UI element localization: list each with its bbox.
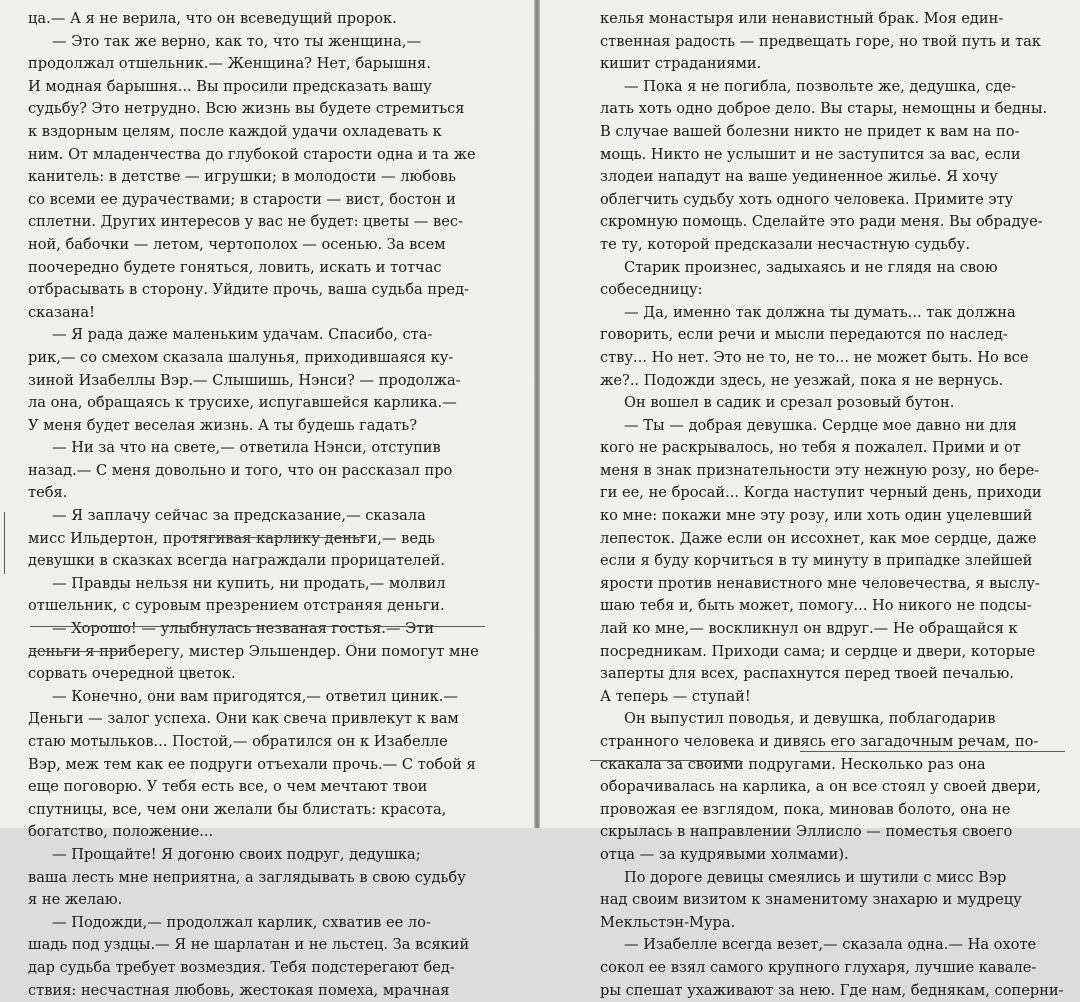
pencil-underline-5 xyxy=(590,760,740,761)
text-line: Вэр, меж тем как ее подруги отъехали прочь.— С тобой я xyxy=(28,755,476,773)
text-line: облегчить судьбу хоть одного человека. Примите эту xyxy=(600,190,1014,208)
text-line: — Подожди,— продолжал карлик, схватив ее ло- xyxy=(52,913,431,931)
text-line: ца.— А я не верила, что он всеведущий пророк. xyxy=(28,10,397,27)
text-line: отбрасывать в сторону. Уйдите прочь, ваша судьба пред- xyxy=(28,281,469,299)
text-line: дар судьба требует возмездия. Тебя подстерегают бед- xyxy=(28,958,455,976)
text-line: — Конечно, они вам пригодятся,— ответил циник.— xyxy=(52,687,458,705)
text-line: еще поговорю. У тебя есть все, о чем мечтают твои xyxy=(28,778,428,796)
pencil-underline-4 xyxy=(800,751,1065,752)
text-line: отшельник, с суровым презрением отстраняя деньги. xyxy=(28,597,445,615)
text-line: сказана! xyxy=(28,303,95,321)
text-line: скакала за своими подругами. Несколько раз она xyxy=(600,755,986,773)
text-line: девушки в сказках всегда награждали прорицателей. xyxy=(28,552,445,570)
text-line: спутницы, все, чем они желали бы блистать: красота, xyxy=(28,800,447,818)
text-line: рик,— со смехом сказала шалунья, приходившаяся ку- xyxy=(28,348,454,366)
text-line: кишит страданиями. xyxy=(600,55,762,73)
text-line: оборачивалась на карлика, а он все стоял у своей двери, xyxy=(600,778,1042,796)
pencil-underline-3 xyxy=(30,651,130,652)
pencil-underline-1 xyxy=(190,537,365,538)
text-line: деньги я приберегу, мистер Эльшендер. Они помогут мне xyxy=(28,642,479,660)
text-line: продолжал отшельник.— Женщина? Нет, барышня. xyxy=(28,55,431,73)
text-line: — Пока я не погибла, позвольте же, дедушка, сде- xyxy=(624,77,1016,95)
text-line: над своим визитом к знаменитому знахарю и мудрецу xyxy=(600,891,1022,909)
text-line: говорить, если речи и мысли передаются по наслед- xyxy=(600,326,1008,344)
text-line: отца — за кудрявыми холмами). xyxy=(600,845,849,863)
text-line: ко мне: покажи мне эту розу, или хоть один уцелевший xyxy=(600,507,1033,525)
text-line: канитель: в детстве — игрушки; в молодости — любовь xyxy=(28,168,456,186)
pencil-underline-2 xyxy=(30,626,485,627)
left-page-text xyxy=(28,8,486,1002)
text-line: лай ко мне,— воскликнул он вдруг.— Не обращайся к xyxy=(600,620,1018,638)
text-line: — Ни за что на свете,— ответила Нэнси, отступив xyxy=(52,439,441,457)
text-line: я не желаю. xyxy=(28,891,123,909)
text-line: — Я рада даже маленьким удачам. Спасибо, ста- xyxy=(52,326,433,344)
text-line: собеседницу: xyxy=(600,281,703,299)
text-line: ги ее, не бросай... Когда наступит черный день, приходи xyxy=(600,484,1042,502)
text-line: Старик произнес, задыхаясь и не глядя на свою xyxy=(624,258,998,276)
text-line: лать хоть одно доброе дело. Вы стары, немощны и бедны. xyxy=(600,100,1048,118)
text-line: ярости против ненавистного мне человечества, я выслу- xyxy=(600,574,1040,592)
text-line: По дороге девицы смеялись и шутили с мисс Вэр xyxy=(624,868,1007,886)
text-line: к вздорным целям, после каждой удачи охладевать к xyxy=(28,122,442,140)
text-line: заперты для всех, распахнутся перед твоей печалью. xyxy=(600,665,1014,683)
pencil-margin-mark-1 xyxy=(4,512,15,574)
text-line: А теперь — ступай! xyxy=(600,687,751,705)
text-line: мисс Ильдертон, протягивая карлику деньги,— ведь xyxy=(28,529,435,547)
text-line: шадь под уздцы.— Я не шарлатан и не льстец. За всякий xyxy=(28,936,470,954)
text-line: келья монастыря или ненавистный брак. Моя един- xyxy=(600,10,1004,27)
text-line: ствия: несчастная любовь, жестокая помеха, мрачная xyxy=(28,981,450,999)
text-line: богатство, положение... xyxy=(28,823,214,841)
text-line: — Прощайте! Я догоню своих подруг, дедушка; xyxy=(52,845,421,863)
text-line: странного человека и дивясь его загадочным речам, по- xyxy=(600,733,1039,750)
text-line: Он вошел в садик и срезал розовый бутон. xyxy=(624,394,955,412)
text-line: же?.. Подожди здесь, не уезжай, пока я не вернусь. xyxy=(600,371,1004,389)
right-page xyxy=(540,0,1080,999)
text-line: ной, бабочки — летом, чертополох — осенью. За всем xyxy=(28,235,446,253)
text-line: ла она, обращаясь к трусихе, испугавшейся карлика.— xyxy=(28,394,457,412)
text-line: со всеми ее дурачествами; в старости — вист, бостон и xyxy=(28,190,456,208)
text-line: те ту, которой предсказали несчастную судьбу. xyxy=(600,235,971,253)
text-line: судьбу? Это нетрудно. Всю жизнь вы будете стремиться xyxy=(28,100,465,118)
text-line: провожая ее взглядом, пока, миновав болото, она не xyxy=(600,800,1011,818)
text-line: — Правды нельзя ни купить, ни продать,— молвил xyxy=(52,574,446,592)
text-line: сорвать очередной цветок. xyxy=(28,665,236,683)
text-line: сплетни. Других интересов у вас не будет: цветы — вес- xyxy=(28,213,463,231)
text-line: — Хорошо! — улыбнулась незваная гостья.— Эти xyxy=(52,620,435,638)
text-line: — Да, именно так должна ты думать... так должна xyxy=(624,303,1016,321)
text-line: тебя. xyxy=(28,484,68,502)
text-line: Мекльстэн-Мура. xyxy=(600,913,736,931)
text-line: меня в знак признательности эту нежную розу, но бере- xyxy=(600,461,1040,479)
text-line: шаю тебя и, быть может, помогу... Но никого не подсы- xyxy=(600,597,1032,615)
text-line: Деньги — залог успеха. Они как свеча привлекут к вам xyxy=(28,710,459,728)
text-line: — Изабелле всегда везет,— сказала одна.— На охоте xyxy=(624,936,1037,954)
text-line: кого не раскрывалось, но тебя я пожалел. Прими и от xyxy=(600,439,1021,457)
text-line: скромную помощь. Сделайте это ради меня. Вы обрадуе- xyxy=(600,213,1043,231)
text-line: мощь. Никто не услышит и не заступится за вас, если xyxy=(600,145,1021,163)
text-line: лепесток. Даже если он иссохнет, как мое сердце, даже xyxy=(600,529,1037,547)
text-line: — Ты — добрая девушка. Сердце мое давно ни для xyxy=(624,416,1017,434)
text-line: скрылась в направлении Эллисло — поместья своего xyxy=(600,823,1013,841)
text-line: ры спешат ухаживают за нею. Где нам, беднякам, соперни- xyxy=(600,981,1064,999)
text-line: зиной Изабеллы Вэр.— Слышишь, Нэнси? — продолжа- xyxy=(28,371,461,389)
right-page-text xyxy=(600,8,1080,1002)
text-line: ним. От младенчества до глубокой старости одна и та же xyxy=(28,145,476,163)
text-line: — Это так же верно, как то, что ты женщина,— xyxy=(52,32,422,50)
text-line: злодеи нападут на ваше уединенное жилье. Я хочу xyxy=(600,168,998,186)
text-line: стаю мотыльков... Постой,— обратился он к Изабелле xyxy=(28,733,448,750)
text-line: посредникам. Приходи сама; и сердце и двери, которые xyxy=(600,642,1036,660)
left-page xyxy=(0,0,534,999)
text-line: У меня будет веселая жизнь. А ты будешь гадать? xyxy=(28,416,418,434)
text-line: В случае вашей болезни никто не придет к вам на по- xyxy=(600,122,1020,140)
text-line: ству... Но нет. Это не то, не то... не может быть. Но все xyxy=(600,348,1029,366)
text-line: поочередно будете гоняться, ловить, искать и тотчас xyxy=(28,258,442,276)
text-line: назад.— С меня довольно и того, что он рассказал про xyxy=(28,461,453,479)
text-line: — Я заплачу сейчас за предсказание,— сказала xyxy=(52,507,426,525)
text-line: ваша лесть мне неприятна, а заглядывать в свою судьбу xyxy=(28,868,466,886)
text-line: Он выпустил поводья, и девушка, поблагодарив xyxy=(624,710,996,728)
text-line: сокол ее взял самого крупного глухаря, лучшие кавале- xyxy=(600,958,1037,976)
text-line: ственная радость — предвещать горе, но твой путь и так xyxy=(600,32,1041,50)
text-line: И модная барышня... Вы просили предсказать вашу xyxy=(28,77,432,95)
text-line: если я буду корчиться в ту минуту в припадке злейшей xyxy=(600,552,1033,570)
